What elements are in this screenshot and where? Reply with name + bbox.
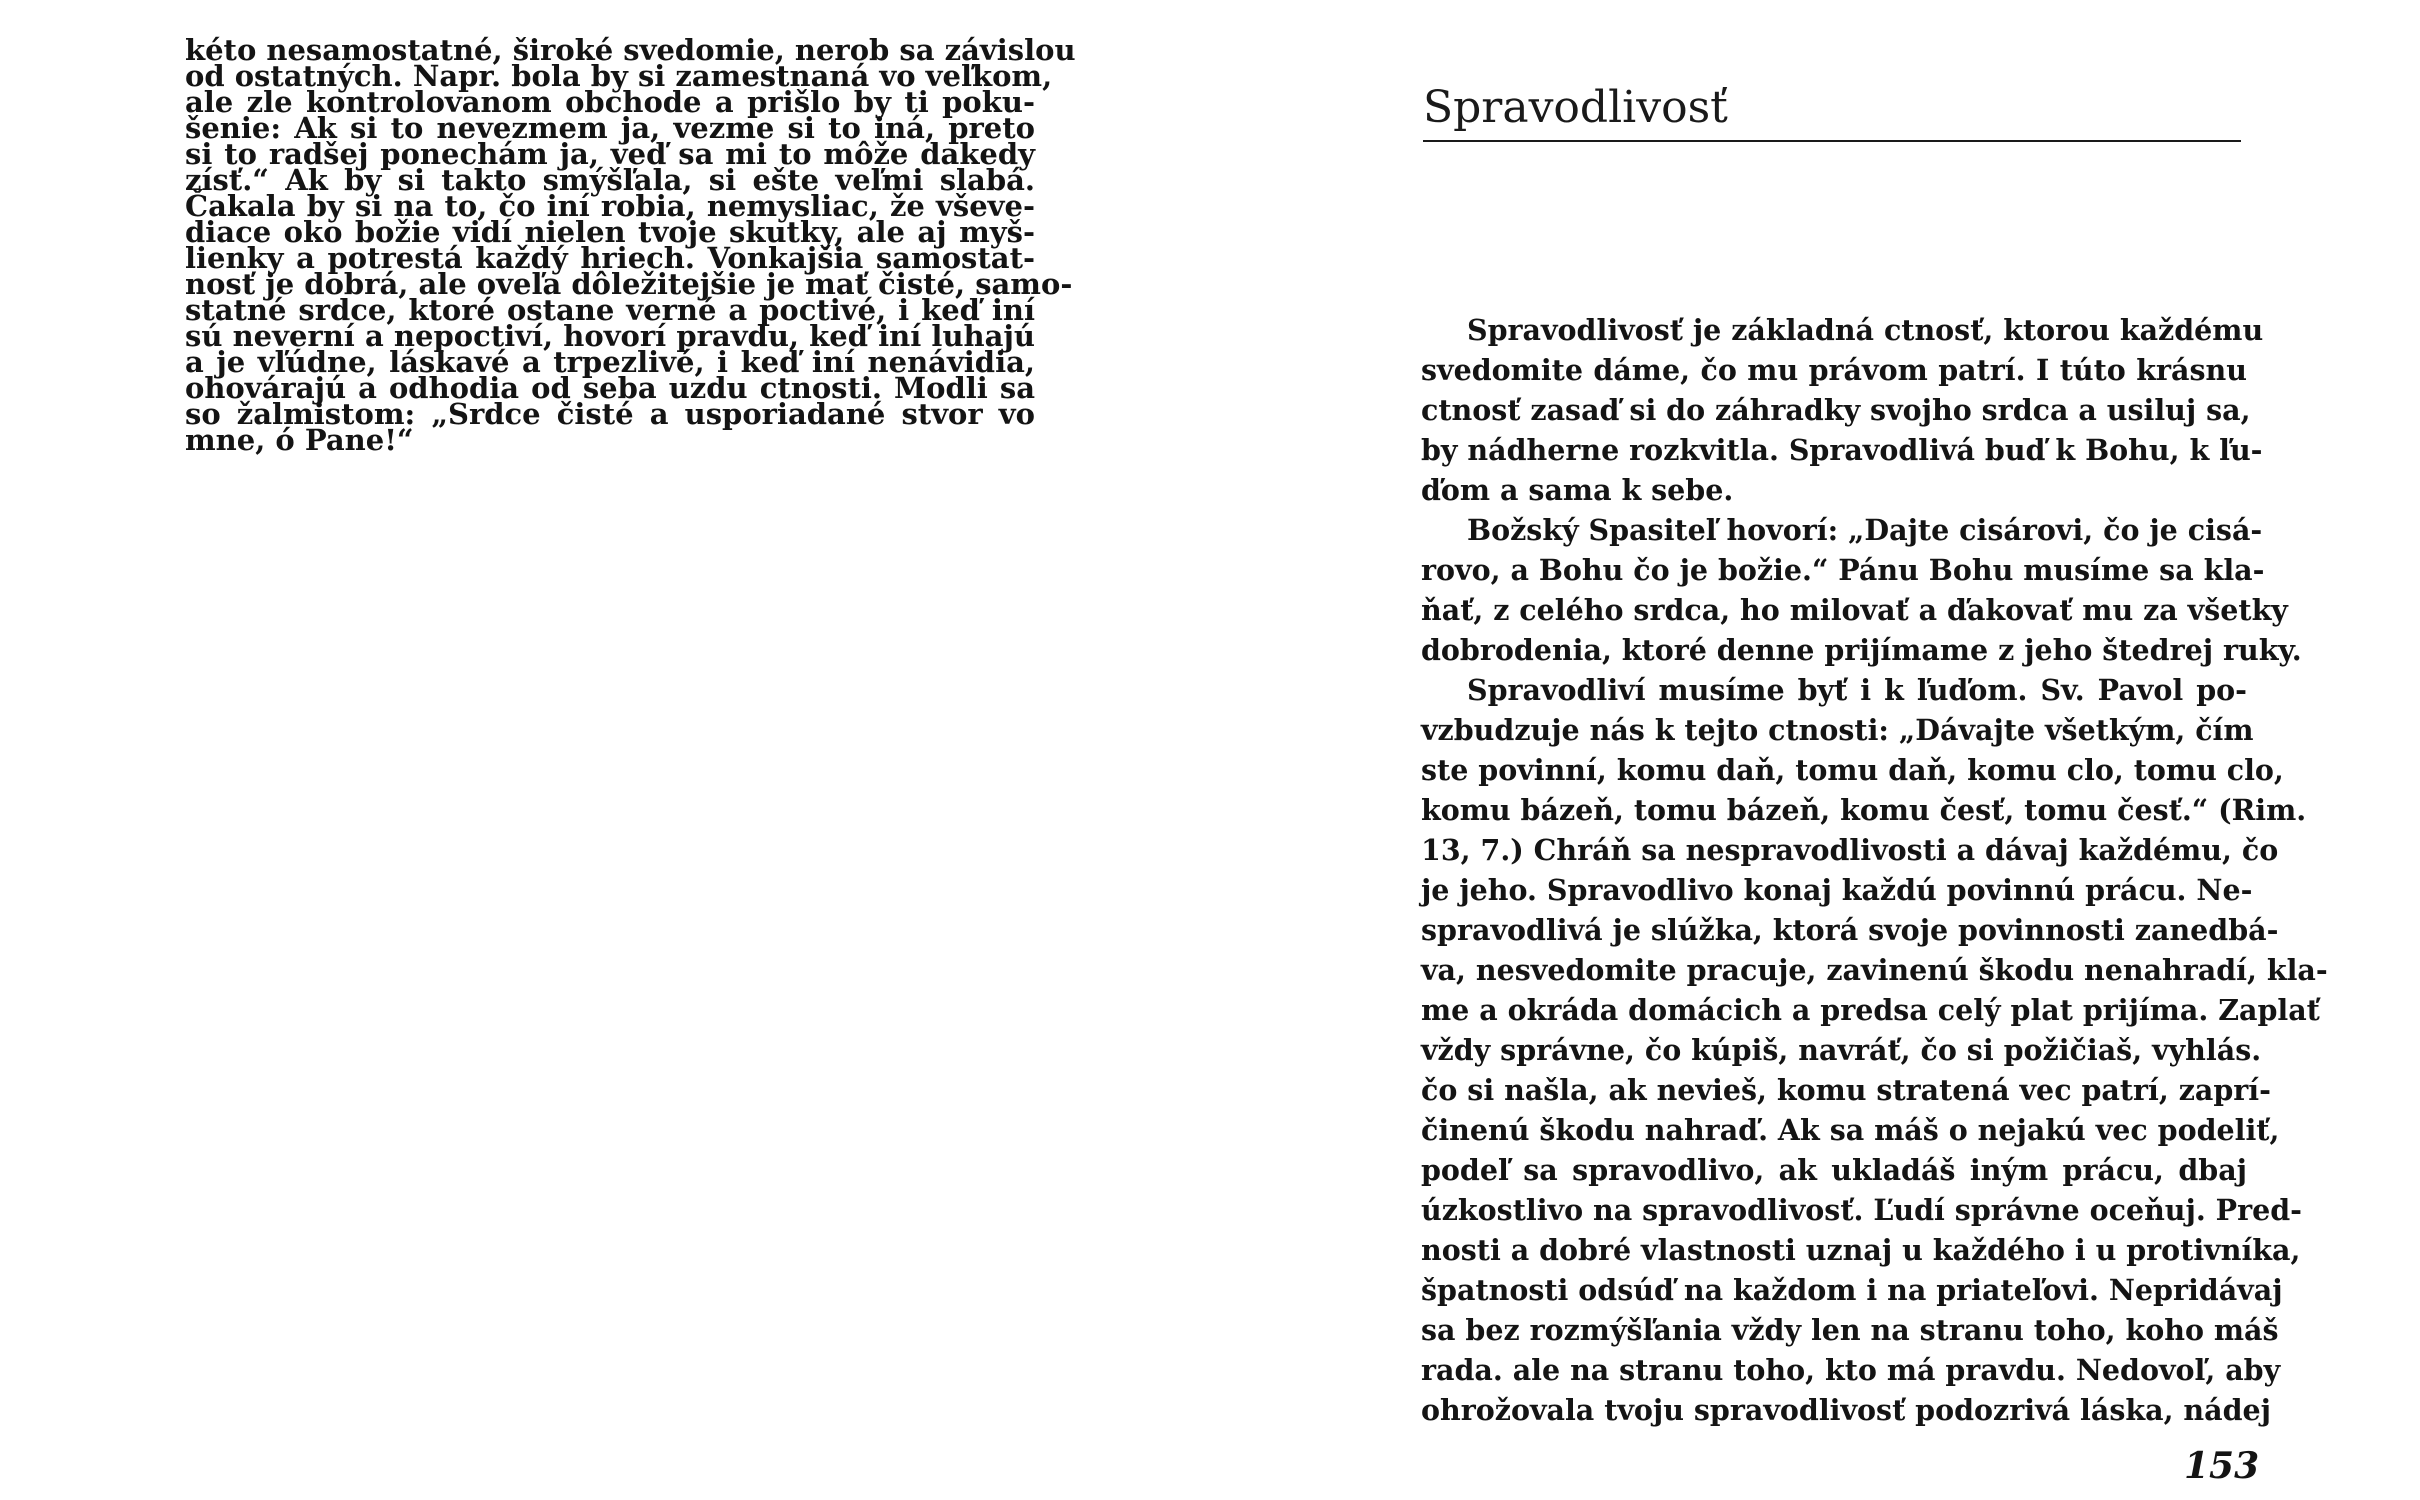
left-text-line: od ostatných. Napr. bola by si zamestnaná vo veľkom, bbox=[185, 59, 1053, 93]
left-text-line: a je vľúdne, láskavé a trpezlivé, i keď iní nenávidia, bbox=[185, 345, 1035, 379]
right-text-line: čo si našla, ak nevieš, komu stratená vec patrí, zaprí- bbox=[1421, 1073, 2271, 1107]
left-text-line: šenie: Ak si to nevezmem ja, vezme si to iná, preto bbox=[185, 111, 1035, 145]
right-text-line: svedomite dáme, čo mu právom patrí. I túto krásnu bbox=[1421, 353, 2247, 387]
left-text-line: zísť.“ Ak by si takto smýšľala, si ešte veľmi slabá. bbox=[185, 163, 1035, 197]
left-text-line: kéto nesamostatné, široké svedomie, nerob sa závislou bbox=[185, 33, 1076, 67]
right-text-line: vzbudzuje nás k tejto ctnosti: „Dávajte všetkým, čím bbox=[1421, 713, 2254, 747]
right-text-line: sa bez rozmýšľania vždy len na stranu toho, koho máš bbox=[1421, 1313, 2279, 1347]
left-text-line: sú neverní a nepoctiví, hovorí pravdu, keď iní luhajú bbox=[185, 319, 1035, 353]
right-text-line: 13, 7.) Chráň sa nespravodlivosti a dávaj každému, čo bbox=[1421, 833, 2279, 867]
right-page bbox=[1210, 0, 2420, 1500]
right-text-line: me a okráda domácich a predsa celý plat prijíma. Zaplať bbox=[1421, 993, 2320, 1027]
right-text-line: špatnosti odsúď na každom i na priateľovi. Nepridávaj bbox=[1421, 1273, 2283, 1307]
right-text-line: je jeho. Spravodlivo konaj každú povinnú prácu. Ne- bbox=[1421, 873, 2253, 907]
right-text-line: ohrožovala tvoju spravodlivosť podozrivá láska, nádej bbox=[1421, 1393, 2271, 1427]
right-text-line: dobrodenia, ktoré denne prijímame z jeho štedrej ruky. bbox=[1421, 633, 2302, 667]
page-number: 153 bbox=[2184, 1445, 2260, 1487]
right-text-line: Božský Spasiteľ hovorí: „Dajte cisárovi, čo je cisá- bbox=[1467, 513, 2263, 547]
right-text-line: Spravodliví musíme byť i k ľuďom. Sv. Pavol po- bbox=[1467, 673, 2247, 707]
right-text-line: ctnosť zasaď si do záhradky svojho srdca a usiluj sa, bbox=[1421, 393, 2251, 427]
right-text-line: va, nesvedomite pracuje, zavinenú škodu nenahradí, kla- bbox=[1421, 953, 2328, 987]
left-text-line: statné srdce, ktoré ostane verné a poctivé, i keď iní bbox=[185, 293, 1035, 327]
right-text-line: nosti a dobré vlastnosti uznaj u každého i u protivníka, bbox=[1421, 1233, 2301, 1267]
left-text-line: ale zle kontrolovanom obchode a prišlo by ti poku- bbox=[185, 85, 1035, 119]
chapter-title: Spravodlivosť bbox=[1423, 82, 1728, 133]
left-text-line: ohovárajú a odhodia od seba uzdu ctnosti. Modli sa bbox=[185, 371, 1035, 405]
right-text-line: by nádherne rozkvitla. Spravodlivá buď k Bohu, k ľu- bbox=[1421, 433, 2263, 467]
right-text-line: Spravodlivosť je základná ctnosť, ktorou každému bbox=[1467, 313, 2264, 347]
right-text-line: úzkostlivo na spravodlivosť. Ľudí správne oceňuj. Pred- bbox=[1421, 1193, 2303, 1227]
right-text-line: komu bázeň, tomu bázeň, komu česť, tomu česť.“ (Rim. bbox=[1421, 793, 2307, 827]
right-text-line: podeľ sa spravodlivo, ak ukladáš iným prácu, dbaj bbox=[1421, 1153, 2247, 1187]
right-text-line: činenú škodu nahraď. Ak sa máš o nejakú vec podeliť, bbox=[1421, 1113, 2280, 1147]
left-text-line: mne, ó Pane!“ bbox=[185, 423, 414, 457]
right-text-line: ďom a sama k sebe. bbox=[1421, 473, 1734, 507]
left-text-line: diace oko božie vidí nielen tvoje skutky, ale aj myš- bbox=[185, 215, 1035, 249]
right-text-line: ňať, z celého srdca, ho milovať a ďakovať mu za všetky bbox=[1421, 593, 2288, 627]
left-text-line: si to radšej ponechám ja, veď sa mi to môže dakedy bbox=[185, 137, 1035, 171]
right-text-line: ste povinní, komu daň, tomu daň, komu clo, tomu clo, bbox=[1421, 753, 2284, 787]
right-text-line: rada. ale na stranu toho, kto má pravdu. Nedovoľ, aby bbox=[1421, 1353, 2281, 1387]
left-text-line: so žalmistom: „Srdce čisté a usporiadané stvor vo bbox=[185, 397, 1035, 431]
right-text-line: rovo, a Bohu čo je božie.“ Pánu Bohu musíme sa kla- bbox=[1421, 553, 2265, 587]
right-text-line: vždy správne, čo kúpiš, navráť, čo si požičiaš, vyhlás. bbox=[1421, 1033, 2262, 1067]
left-text-line: Čakala by si na to, čo iní robia, nemysliac, že vševe- bbox=[185, 189, 1035, 223]
left-text-line: lienky a potrestá každý hriech. Vonkajšia samostat- bbox=[185, 241, 1035, 275]
left-text-line: nosť je dobrá, ale oveľa dôležitejšie je mať čisté, samo- bbox=[185, 267, 1073, 301]
right-text-line: spravodlivá je slúžka, ktorá svoje povinnosti zanedbá- bbox=[1421, 913, 2279, 947]
title-rule bbox=[1423, 140, 2241, 142]
